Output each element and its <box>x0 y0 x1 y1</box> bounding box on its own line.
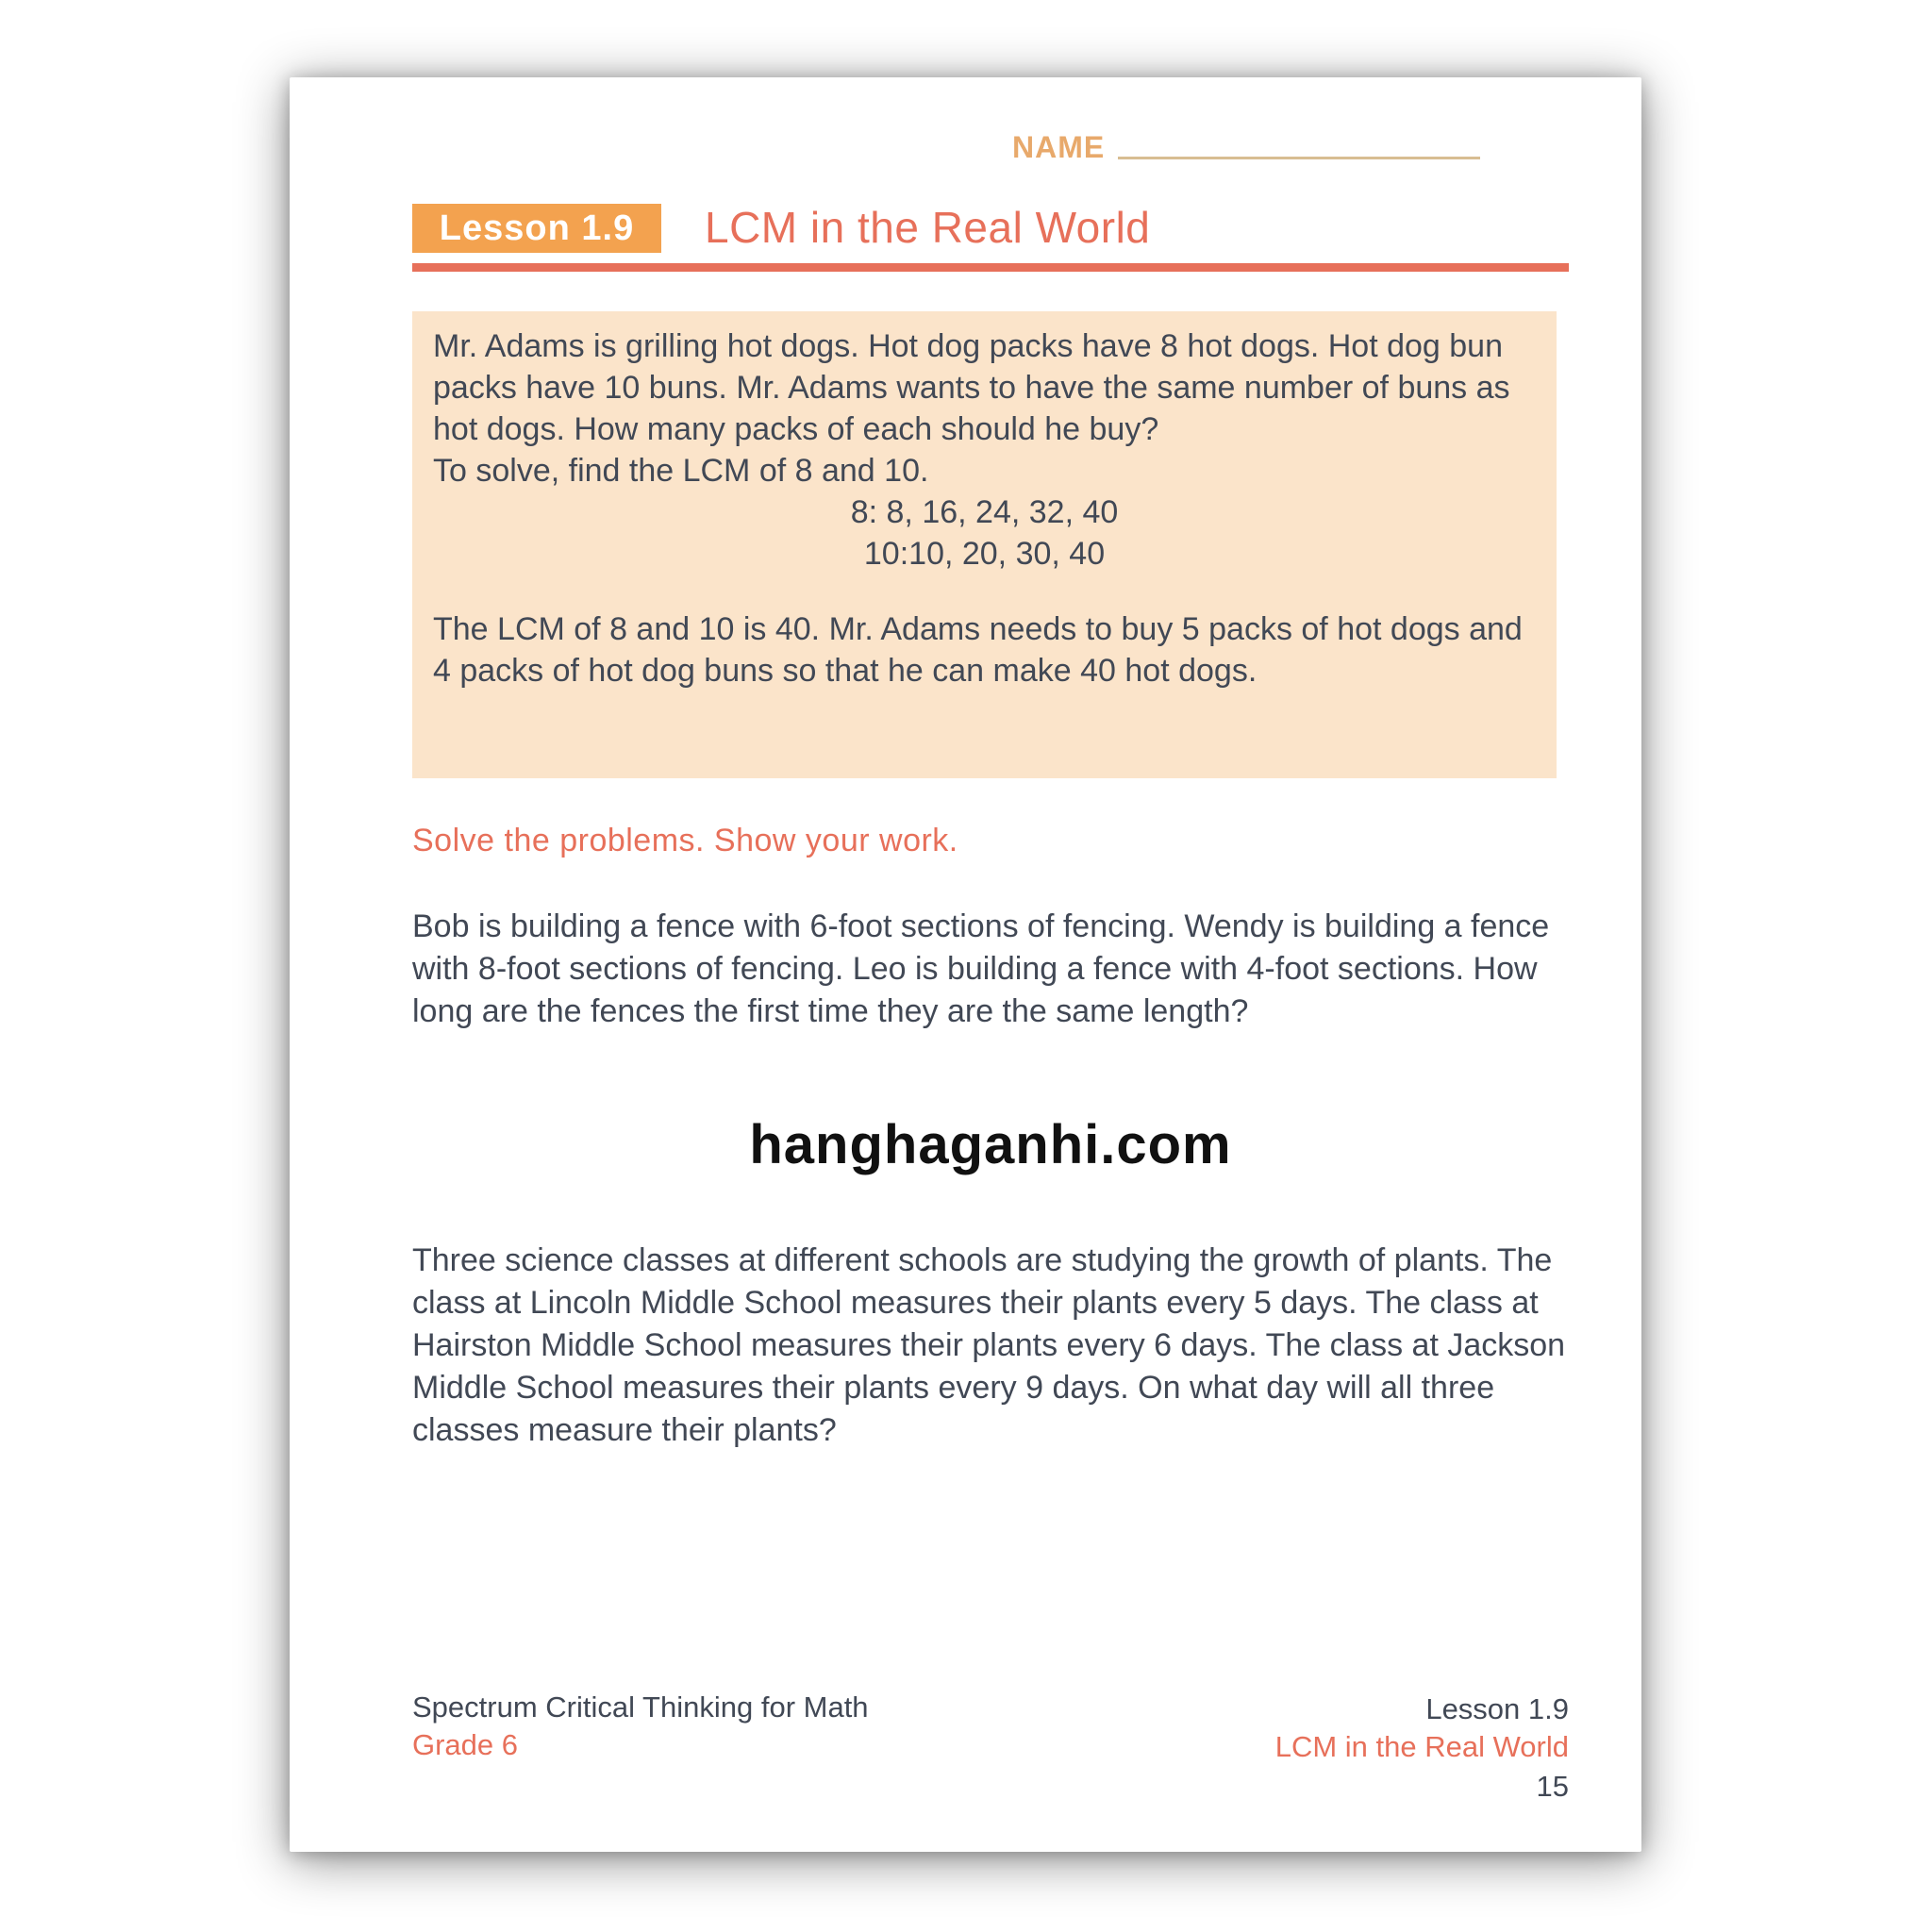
footer-series-title: Spectrum Critical Thinking for Math <box>412 1690 869 1724</box>
footer-lesson: Lesson 1.9 <box>1425 1692 1569 1725</box>
lesson-badge: Lesson 1.9 <box>412 204 661 253</box>
problem-1-text: Bob is building a fence with 6-foot sections of fencing. Wendy is building a fence with 8-foot sections of fencing. Leo is building a fence with 4-foot sections. How long are the fences the first time they are the same length? <box>412 908 1550 1029</box>
page-number: 15 <box>1536 1770 1569 1803</box>
name-blank-line <box>1118 157 1480 159</box>
example-conclusion: The LCM of 8 and 10 is 40. Mr. Adams needs to buy 5 packs of hot dogs and 4 packs of hot dog buns so that he can make 40 hot dogs. <box>433 611 1523 689</box>
watermark-text: hanghaganhi.com <box>749 1114 1232 1175</box>
name-row <box>1012 132 1480 162</box>
footer-right <box>1275 1690 1569 1806</box>
example-method: To solve, find the LCM of 8 and 10. <box>433 453 929 489</box>
multiples-of-8: 8: 8, 16, 24, 32, 40 <box>850 494 1119 530</box>
example-multiples <box>433 491 1536 575</box>
multiples-of-10: 10:10, 20, 30, 40 <box>863 536 1106 572</box>
page-title: LCM in the Real World <box>705 203 1151 252</box>
example-box <box>412 311 1557 778</box>
problem-2-text: Three science classes at different schools are studying the growth of plants. The class at Lincoln Middle School measures their plants every 5 days. The class at Hairston Middle School measures their plants every 6 days. The class at Jackson Middle School measures their plants every 9 days. On what day will all three classes measure their plants? <box>412 1242 1566 1448</box>
footer-grade: Grade 6 <box>412 1728 519 1761</box>
example-intro: Mr. Adams is grilling hot dogs. Hot dog packs have 8 hot dogs. Hot dog bun packs have 10 buns. Mr. Adams wants to have the same number of buns as hot dogs. How many packs of each should he buy? <box>433 328 1510 447</box>
directions-text: Solve the problems. Show your work. <box>412 823 958 858</box>
footer-left <box>412 1689 869 1764</box>
name-label: NAME <box>1012 130 1106 164</box>
worksheet-page <box>290 77 1641 1852</box>
title-rule <box>412 263 1569 272</box>
footer-lesson-title: LCM in the Real World <box>1274 1730 1569 1763</box>
